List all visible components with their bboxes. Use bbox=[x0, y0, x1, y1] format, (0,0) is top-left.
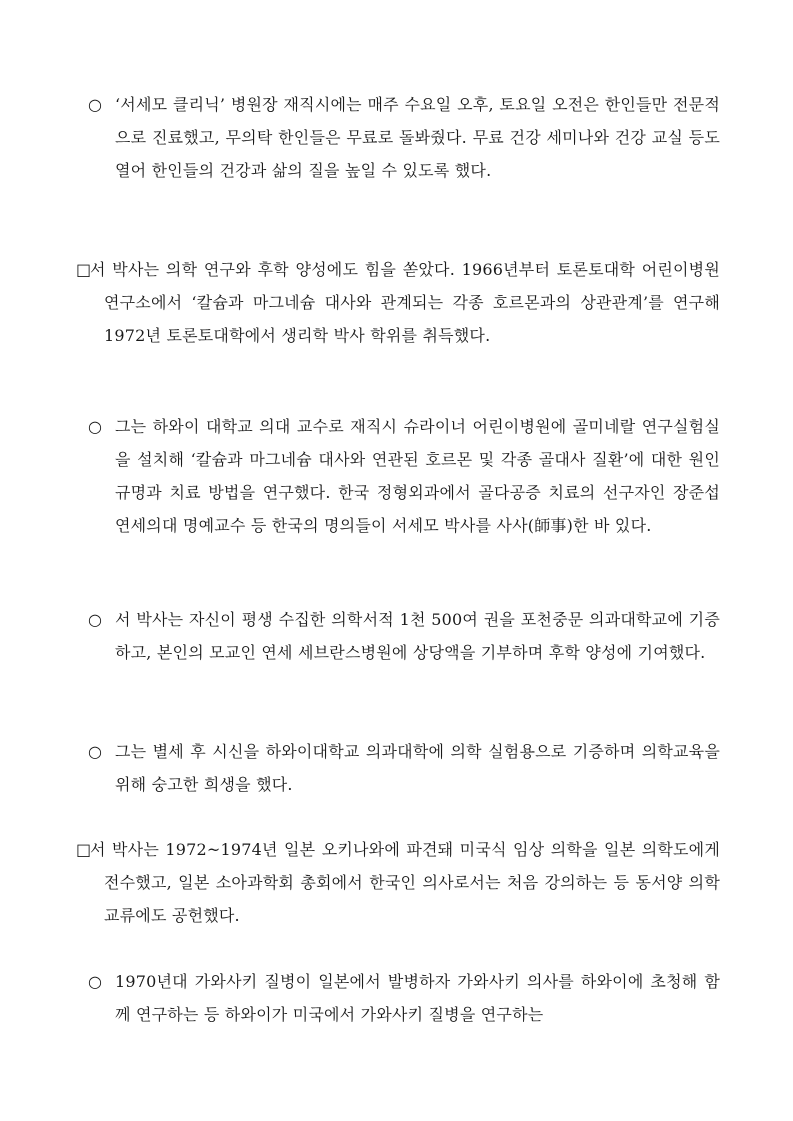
square-bullet: □ bbox=[76, 260, 92, 279]
paragraph-text: ‘서세모 클리닉’ 병원장 재직시에는 매주 수요일 오후, 토요일 오전은 한인들만 전문적으로 진료했고, 무의탁 한인들은 무료로 돌봐줬다. 무료 건강 세미나와 건강 교실 등도 열어 한인들의 건강과 삶의 질을 높일 수 있도록 했다. bbox=[115, 95, 720, 180]
paragraph-book-donation bbox=[88, 603, 720, 669]
circle-bullet: ○ bbox=[88, 610, 103, 629]
paragraph-research-education bbox=[76, 253, 720, 352]
paragraph-body-donation bbox=[88, 735, 720, 801]
circle-bullet: ○ bbox=[88, 95, 103, 114]
paragraph-text: 서 박사는 1972~1974년 일본 오키나와에 파견돼 미국식 임상 의학을 일본 의학도에게 전수했고, 일본 소아과학회 총회에서 한국인 의사로서는 처음 강의하는 등 동서양 의학 교류에도 공헌했다. bbox=[90, 840, 720, 925]
paragraph-kawasaki-research bbox=[88, 965, 720, 1031]
paragraph-text: 그는 별세 후 시신을 하와이대학교 의과대학에 의학 실험용으로 기증하며 의학교육을 위해 숭고한 희생을 했다. bbox=[115, 742, 720, 794]
circle-bullet: ○ bbox=[88, 972, 103, 991]
paragraph-text: 서 박사는 의학 연구와 후학 양성에도 힘을 쏟았다. 1966년부터 토론토대학 어린이병원연구소에서 ‘칼슘과 마그네슘 대사와 관계되는 각종 호르몬과의 상관관계’를 연구해 1972년 토론토대학에서 생리학 박사 학위를 취득했다. bbox=[90, 260, 720, 345]
paragraph-text: 서 박사는 자신이 평생 수집한 의학서적 1천 500여 권을 포천중문 의과대학교에 기증하고, 본인의 모교인 연세 세브란스병원에 상당액을 기부하며 후학 양성에 기여했다. bbox=[115, 610, 720, 662]
paragraph-okinawa-exchange bbox=[76, 833, 720, 932]
paragraph-hawaii-professor bbox=[88, 410, 720, 542]
circle-bullet: ○ bbox=[88, 417, 103, 436]
paragraph-text: 1970년대 가와사키 질병이 일본에서 발병하자 가와사키 의사를 하와이에 초청해 함께 연구하는 등 하와이가 미국에서 가와사키 질병을 연구하는 bbox=[115, 972, 720, 1024]
paragraph-text: 그는 하와이 대학교 의대 교수로 재직시 슈라이너 어린이병원에 골미네랄 연구실험실을 설치해 ‘칼슘과 마그네슘 대사와 연관된 호르몬 및 각종 골대사 질환’에 대한 원인 규명과 치료 방법을 연구했다. 한국 정형외과에서 골다공증 치료의 선구자인 장준섭 연세의대 명예교수 등 한국의 명의들이 서세모 박사를 사사(師事)한 바 있다. bbox=[115, 417, 720, 535]
paragraph-clinic-service bbox=[88, 88, 720, 187]
square-bullet: □ bbox=[76, 840, 92, 859]
circle-bullet: ○ bbox=[88, 742, 103, 761]
